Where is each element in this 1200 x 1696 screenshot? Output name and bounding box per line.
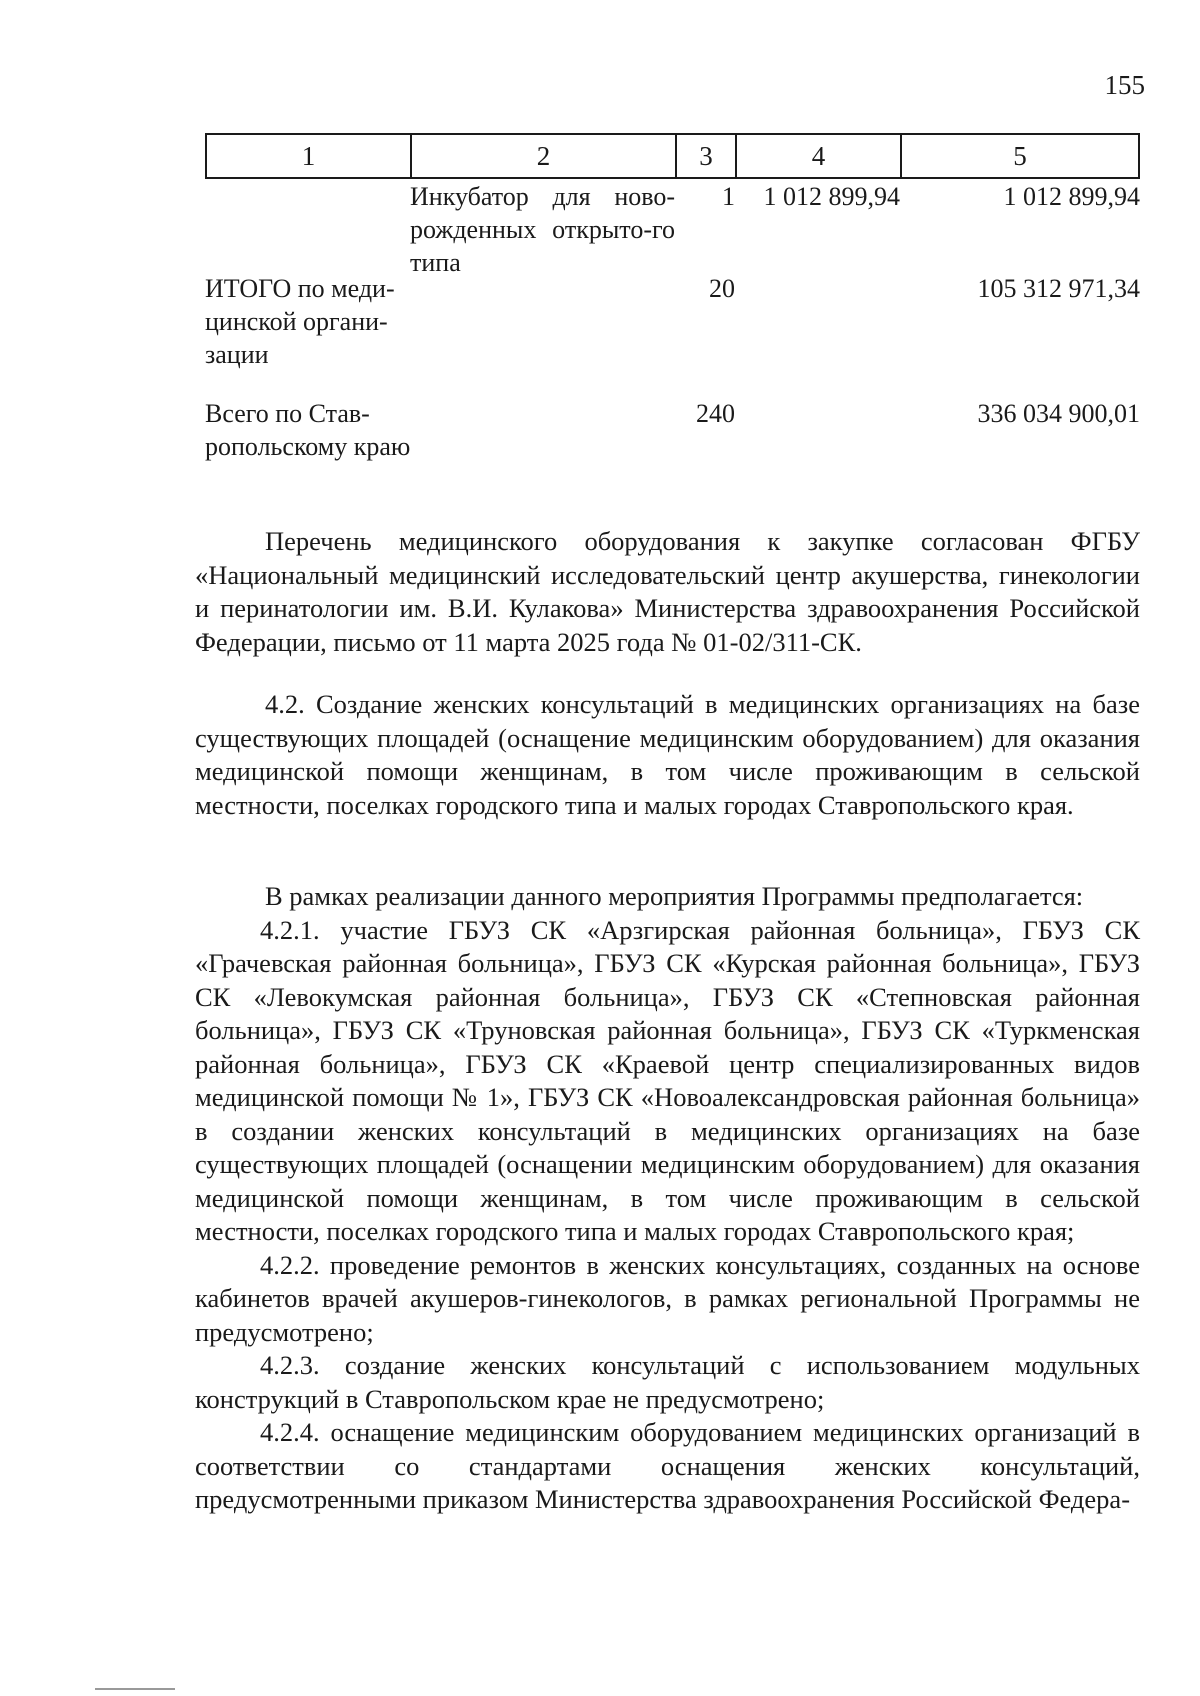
item-4-2-4-paragraph: 4.2.4. оснащение медицинским оборудованием медицинских организаций в соответствии со стандартами оснащения женских консультаций, предусмотренными приказом Министерства здравоохранения Российской Федера- <box>195 1417 1140 1514</box>
item-4-2-1-paragraph: 4.2.1. участие ГБУЗ СК «Арзгирская районная больница», ГБУЗ СК «Грачевская районная больница», ГБУЗ СК «Курская районная больница», ГБУЗ СК «Левокумская районная больница», ГБУЗ СК «Степновская районная больница», ГБУЗ СК «Труновская районная больница», ГБУЗ СК «Туркменская районная больница», ГБУЗ СК «Краевой центр специализированных видов медицинской помощи № 1», ГБУЗ СК «Новоалександровская районная больница» в создании женских консультаций в медицинских организациях на базе существующих площадей (оснащении медицинским оборудованием) для оказания медицинской помощи женщинам, в том числе проживающим в сельской местности, поселках городского типа и малых городах Ставропольского края; <box>195 914 1140 1246</box>
item-4-2-3-paragraph: 4.2.3. создание женских консультаций с использованием модульных конструкций в Ставропольском крае не предусмотрено; <box>195 1350 1140 1414</box>
total-cell: 105 312 971,34 <box>977 274 1140 303</box>
total-cell: 336 034 900,01 <box>977 399 1140 428</box>
scan-artifact <box>95 1688 175 1690</box>
price-cell: 1 012 899,94 <box>763 182 900 211</box>
table-header-cell: 4 <box>737 135 902 177</box>
region-total-label: Всего по Став-ропольскому краю <box>205 399 411 461</box>
section-4-2-body <box>195 880 1140 1517</box>
table-header-cell: 3 <box>677 135 737 177</box>
item-name-cell: Инкубатор для ново-рожденных открыто-го типа <box>410 182 675 277</box>
item-4-2-2-paragraph: 4.2.2. проведение ремонтов в женских консультациях, созданных на основе кабинетов врачей акушеров-гинекологов, в рамках региональной Программы не предусмотрено; <box>195 1249 1140 1347</box>
quantity-cell: 1 <box>722 182 735 211</box>
table-header-row <box>205 133 1140 179</box>
quantity-cell: 20 <box>709 274 735 303</box>
paragraph-text: Перечень медицинского оборудования к закупке согласован ФГБУ «Национальный медицинский исследовательский центр акушерства, гинекологии и перинатологии им. В.И. Кулакова» Министерства здравоохранения Российской Федерации, письмо от 11 марта 2025 года № 01-02/311-СК. <box>195 526 1140 657</box>
section-4-2-paragraph <box>195 688 1140 822</box>
paragraph-text: 4.2. Создание женских консультаций в медицинских организациях на базе существующих площадей (оснащение медицинским оборудованием) для оказания медицинской помощи женщинам, в том числе проживающим в сельской местности, поселках городского типа и малых городах Ставропольского края. <box>195 689 1140 820</box>
organization-total-label: ИТОГО по меди-цинской органи-зации <box>205 274 395 369</box>
table-header-cell: 2 <box>412 135 677 177</box>
quantity-cell: 240 <box>696 399 735 428</box>
total-cell: 1 012 899,94 <box>1003 182 1140 211</box>
agreement-paragraph <box>195 525 1140 659</box>
page-number: 155 <box>1104 70 1145 100</box>
intro-paragraph: В рамках реализации данного мероприятия Программы предполагается: <box>265 881 1084 911</box>
table-header-cell: 1 <box>207 135 412 177</box>
table-header-cell: 5 <box>1013 140 1027 171</box>
